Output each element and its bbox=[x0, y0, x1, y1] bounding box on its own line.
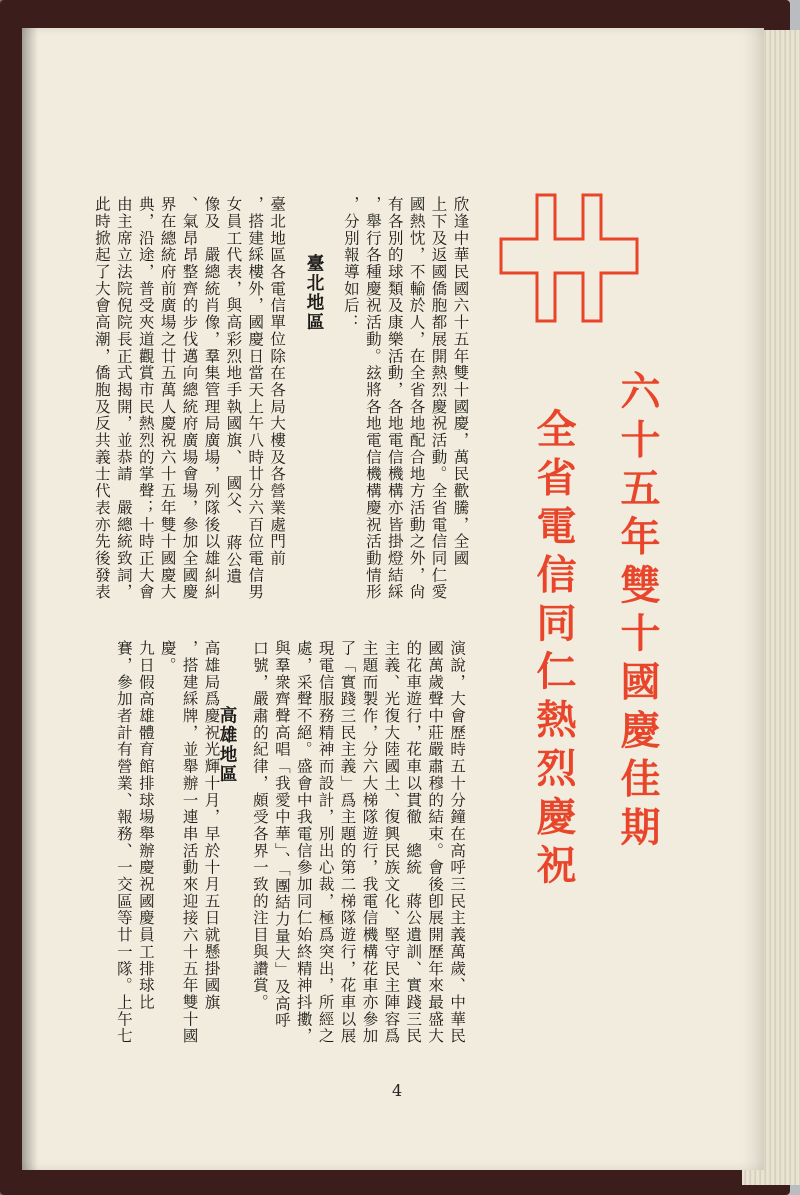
red-double-cross-emblem-icon bbox=[499, 193, 639, 323]
intro-paragraph: 欣逢中華民國六十五年雙十國慶，萬民歡騰，全國 上下及返國僑胞都展開熱烈慶祝活動。全省電信同仁愛 國熱忱，不輸於人，在全省各地配合地方活動之外，尙 有各別的球類及康樂活動，各地電信機構亦皆掛燈結綵 ，舉行各種慶祝活動。玆將各地電信機構慶祝活動情形 ，分別報導如后： bbox=[341, 196, 470, 601]
book-page bbox=[22, 28, 764, 1170]
page-gutter-shadow bbox=[22, 28, 38, 1170]
page-title-line-2: 全省電信同仁熱烈慶祝 bbox=[530, 408, 576, 892]
taipei-section-heading: 臺北地區 bbox=[304, 254, 324, 332]
kaohsiung-section-heading: 高雄地區 bbox=[217, 706, 237, 784]
kaohsiung-paragraph: 高雄局爲慶祝光輝十月，早於十月五日就懸掛國旗 ，搭建綵牌，並舉辦一連串活動來迎接六十五年雙十國 慶。 九日假高雄體育館排球場舉辦慶祝國慶員工排球比 賽，參加者計有營業、報務、一交區等廿一隊。上午七 bbox=[114, 640, 221, 1045]
taipei-paragraph-continued: 演說，大會歷時五十分鐘在高呼三民主義萬歲、中華民 國萬歲聲中莊嚴肅穆的結束。會後卽展開歷年來最盛大 的花車遊行，花車以貫徹 總統 蔣公遺訓、實踐三民 主義、光復大陸國土、復興民族文化、堅守民主陣容爲 主題而製作，分六大梯隊遊行，我電信機構花車亦參加 了「實踐三民主義」爲主題的第二梯隊遊行，花車以展 現電信服務精神而設計，別出心裁，極爲突出，所經之 處，采聲不絕。盛會中我電信參加同仁始終精神抖擻， 與羣衆齊聲高唱「我愛中華」、「團結力量大」及高呼 口號，嚴肅的紀律，頗受各界一致的注目與讚賞。 bbox=[250, 640, 467, 1045]
page-title-line-1: 六十五年雙十國慶佳期 bbox=[614, 370, 660, 854]
page-number: 4 bbox=[392, 1081, 403, 1100]
taipei-paragraph: 臺北地區各電信單位除在各局大樓及各營業處門前 ，搭建綵樓外，國慶日當天上午八時廿分六百位電信男 女員工代表，與高彩烈地手執國旗、 國父、 蔣公遺 像及 嚴總統肖像，羣集管理局廣場，列隊後以雄糾糾 、氣昂昂整齊的步伐邁向總統府廣場會場，參加全國慶 界在總統府前廣場之廿五萬人慶祝六十五年雙十國慶大 典，沿途，普受夾道觀賞市民熱烈的掌聲；十時正大會 由主席立法院倪院長正式揭開，並恭請 嚴總統致詞， 此時掀起了大會高潮，僑胞及反共義士代表亦先後發表 bbox=[92, 196, 287, 601]
